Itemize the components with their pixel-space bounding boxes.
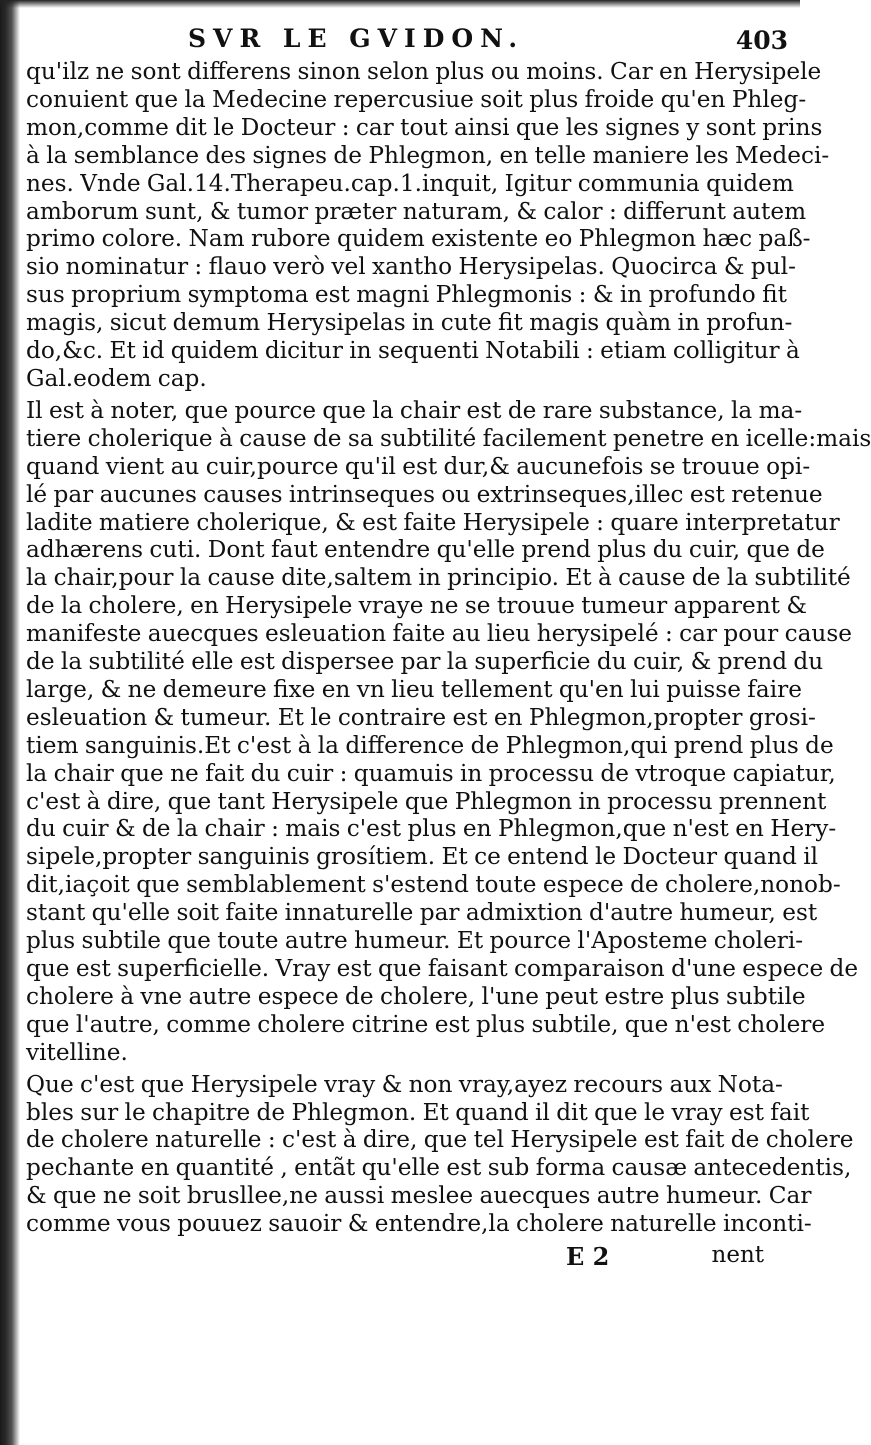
text-line: primo colore. Nam rubore quidem existente eo Phlegmon hæc paß- <box>26 225 811 253</box>
text-line: ladite matiere cholerique, & est faite Herysipele : quare interpretatur <box>26 508 840 536</box>
catchword: nent <box>711 1242 764 1269</box>
text-line: sus proprium symptoma est magni Phlegmonis : & in profundo fit <box>26 281 787 309</box>
paragraph <box>26 396 871 1067</box>
text-line: bles sur le chapitre de Phlegmon. Et quand il dit que le vray est fait <box>26 1098 810 1126</box>
page-header <box>26 24 788 58</box>
paragraph <box>26 1070 854 1238</box>
text-line: nes. Vnde Gal.14.Therapeu.cap.1.inquit, Igitur communia quidem <box>26 169 794 197</box>
text-line: manifeste auecques esleuation faite au lieu herysipelé : car pour cause <box>26 620 852 648</box>
text-line: Que c'est que Herysipele vray & non vray,ayez recours aux Nota- <box>26 1070 783 1098</box>
paragraph <box>26 58 830 393</box>
text-line: amborum sunt, & tumor præter naturam, & calor : differunt autem <box>26 197 807 225</box>
text-line: à la semblance des signes de Phlegmon, en telle maniere les Medeci- <box>26 141 830 169</box>
book-page <box>26 24 871 1424</box>
text-line: vitelline. <box>26 1038 128 1066</box>
text-line: sio nominatur : flauo verò vel xantho Herysipelas. Quocirca & pul- <box>26 253 796 281</box>
text-line: conuient que la Medecine repercusiue soit plus froide qu'en Phleg- <box>26 85 807 113</box>
text-line: que l'autre, comme cholere citrine est plus subtile, que n'est cholere <box>26 1010 826 1038</box>
text-line: & que ne soit brusllee,ne aussi meslee auecques autre humeur. Car <box>26 1182 812 1210</box>
text-line: tiem sanguinis.Et c'est à la difference de Phlegmon,qui prend plus de <box>26 731 834 759</box>
page-number: 403 <box>735 26 788 55</box>
text-line: mon,comme dit le Docteur : car tout ainsi que les signes y sont prins <box>26 113 823 141</box>
text-line: Il est à noter, que pource que la chair est de rare substance, la ma- <box>26 396 803 424</box>
text-line: la chair,pour la cause dite,saltem in principio. Et à cause de la subtilité <box>26 564 851 592</box>
text-line: quand vient au cuir,pource qu'il est dur,& aucunefois se trouue opi- <box>26 452 811 480</box>
text-line: Gal.eodem cap. <box>26 364 207 392</box>
text-line: plus subtile que toute autre humeur. Et pource l'Aposteme choleri- <box>26 927 804 955</box>
text-line: pechante en quantité , entãt qu'elle est sub forma causæ antecedentis, <box>26 1154 852 1182</box>
page-gutter-shadow <box>0 0 20 1445</box>
text-line: de la cholere, en Herysipele vraye ne se trouue tumeur apparent & <box>26 592 807 620</box>
text-line: de la subtilité elle est dispersee par la superficie du cuir, & prend du <box>26 648 824 676</box>
text-line: esleuation & tumeur. Et le contraire est en Phlegmon,propter grosi- <box>26 703 816 731</box>
text-line: adhærens cuti. Dont faut entendre qu'elle prend plus du cuir, que de <box>26 536 825 564</box>
text-line: comme vous pouuez sauoir & entendre,la cholere naturelle inconti- <box>26 1210 812 1238</box>
text-line: lé par aucunes causes intrinseques ou extrinseques,illec est retenue <box>26 480 823 508</box>
text-line: stant qu'elle soit faite innaturelle par admixtion d'autre humeur, est <box>26 899 818 927</box>
body-text <box>26 58 871 1238</box>
text-line: que est superficielle. Vray est que faisant comparaison d'une espece de <box>26 955 859 982</box>
text-line: magis, sicut demum Herysipelas in cute fit magis quàm in profun- <box>26 309 793 337</box>
page-footer <box>26 1242 774 1272</box>
text-line: cholere à vne autre espece de cholere, l'une peut estre plus subtile <box>26 982 806 1010</box>
text-line: de cholere naturelle : c'est à dire, que tel Herysipele est fait de cholere <box>26 1126 854 1154</box>
text-line: qu'ilz ne sont differens sinon selon plus ou moins. Car en Herysipele <box>26 58 822 85</box>
text-line: dit,iaçoit que semblablement s'estend toute espece de cholere,nonob- <box>26 871 841 899</box>
text-line: la chair que ne fait du cuir : quamuis in processu de vtroque capiatur, <box>26 759 836 787</box>
text-line: c'est à dire, que tant Herysipele que Phlegmon in processu prennent <box>26 787 827 815</box>
text-line: do,&c. Et id quidem dicitur in sequenti Notabili : etiam colligitur à <box>26 337 800 365</box>
signature-mark: E 2 <box>566 1242 610 1272</box>
text-line: large, & ne demeure fixe en vn lieu tellement qu'en lui puisse faire <box>26 675 802 703</box>
running-title: SVR LE GVIDON. <box>188 24 525 53</box>
page-top-shadow <box>0 0 800 8</box>
text-line: sipele,propter sanguinis grosítiem. Et ce entend le Docteur quand il <box>26 843 819 871</box>
text-line: tiere cholerique à cause de sa subtilité facilement penetre en icelle:mais <box>26 424 871 452</box>
text-line: du cuir & de la chair : mais c'est plus en Phlegmon,que n'est en Hery- <box>26 815 837 843</box>
